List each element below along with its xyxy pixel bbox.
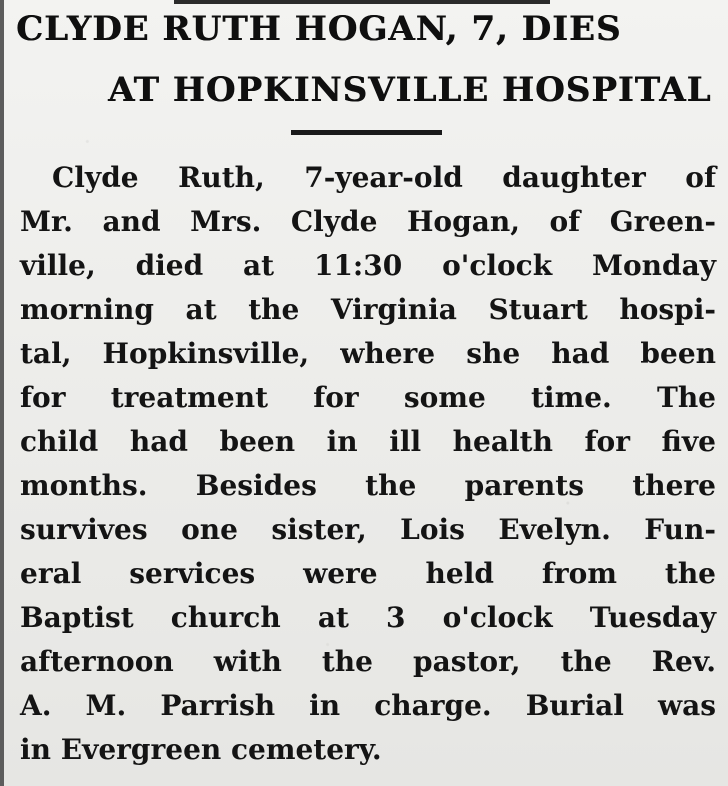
article-line-13: A. M. Parrish in charge. Burial was bbox=[20, 689, 716, 722]
article-line-14: in Evergreen cemetery. bbox=[20, 733, 382, 766]
article-line-1: Clyde Ruth, 7-year-old daughter of bbox=[52, 161, 716, 194]
article-line-8: months. Besides the parents there bbox=[20, 469, 716, 502]
left-edge-border bbox=[0, 0, 4, 786]
headline-divider bbox=[291, 130, 442, 135]
article-line-5: tal, Hopkinsville, where she had been bbox=[20, 337, 716, 370]
article-line-12: afternoon with the pastor, the Rev. bbox=[20, 645, 716, 678]
article-line-2: Mr. and Mrs. Clyde Hogan, of Green- bbox=[20, 205, 716, 238]
article-line-11: Baptist church at 3 o'clock Tuesday bbox=[20, 601, 716, 634]
headline-line-1: CLYDE RUTH HOGAN, 7, DIES bbox=[16, 9, 622, 49]
article-body bbox=[20, 156, 716, 772]
headline-line-2: AT HOPKINSVILLE HOSPITAL bbox=[108, 70, 712, 110]
article-line-9: survives one sister, Lois Evelyn. Fun- bbox=[20, 513, 716, 546]
article-line-6: for treatment for some time. The bbox=[20, 381, 716, 414]
article-line-4: morning at the Virginia Stuart hospi- bbox=[20, 293, 716, 326]
article-line-10: eral services were held from the bbox=[20, 557, 716, 590]
top-rule bbox=[174, 0, 550, 4]
article-line-7: child had been in ill health for five bbox=[20, 425, 716, 458]
article-line-3: ville, died at 11:30 o'clock Monday bbox=[20, 249, 716, 282]
